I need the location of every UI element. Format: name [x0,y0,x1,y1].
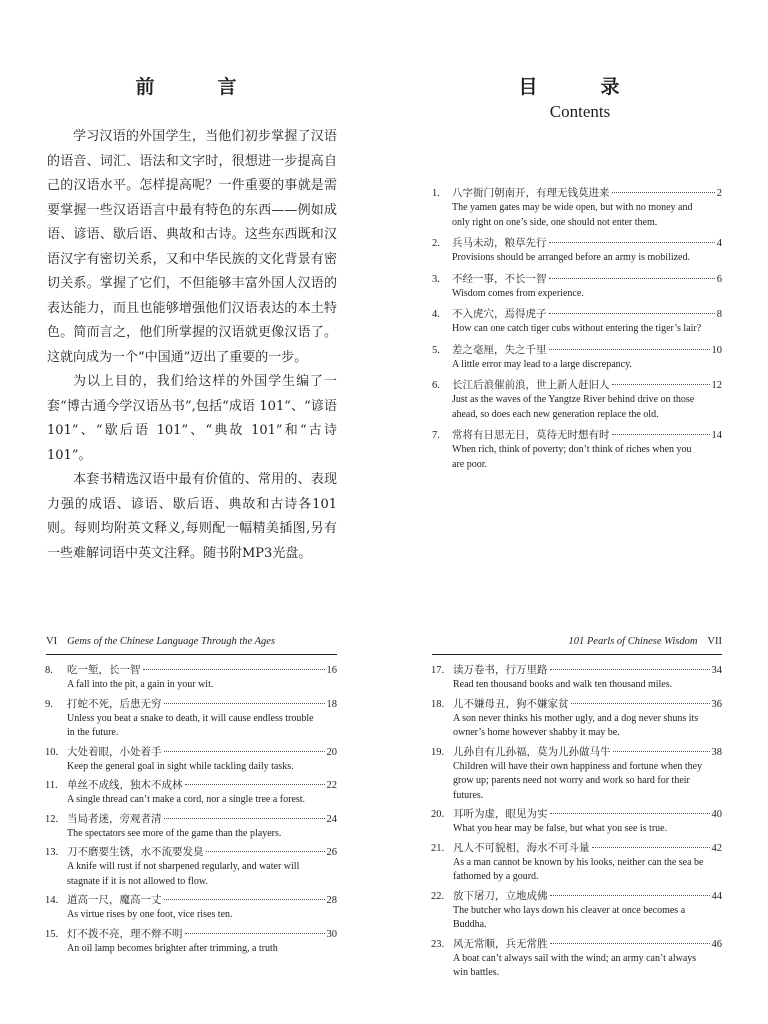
toc-entry [46,893,337,923]
entry-line [452,378,722,393]
entry-number: 22. [431,890,445,902]
entry-page-number: 36 [711,698,722,710]
entry-number: 1. [432,188,440,199]
entry-line [453,937,722,952]
toc-entry [432,186,722,230]
entry-page-number: 2 [716,188,722,199]
entry-line [453,745,722,760]
entry-page-number: 14 [711,430,722,441]
toc-entry [432,307,722,337]
entry-number: 11. [45,780,58,791]
preface-paragraph: 学习汉语的外国学生，当他们初步掌握了汉语的语音、词汇、语法和文字时，很想进一步提高自己的汉语水平。怎样提高呢？一件重要的事就是需要掌握一些汉语语言中最有特色的东西——例如成语、谚语、歇后语、典故和古诗。这些东西既和汉语汉字有密切关系，又和中华民族的文化背景有密切关系。掌握了它们，不但能够丰富外国人汉语的表达能力，而且也能够增强他们汉语表达的本土特色。简而言之，他们所掌握的汉语就更像汉语了。这就向成为一个“中国通”迈出了重要的一步。 [47,129,337,365]
entry-line [67,927,337,942]
dot-leader [571,703,710,704]
entry-line [67,812,337,827]
entry-page-number: 16 [326,665,337,676]
entry-line [452,272,722,287]
entry-line [453,663,722,678]
entry-chinese: 长江后浪催前浪，世上新人赶旧人 [452,379,610,391]
entry-english: The butcher who lays down his cleaver at once becomes a Buddha. [453,904,686,930]
entry-number: 7. [432,430,440,441]
entry-page-number: 28 [326,895,337,906]
entry-page-number: 40 [711,809,722,820]
entry-english: How can one catch tiger cubs without entering the tiger’s lair? [452,323,702,334]
dot-leader [164,818,325,819]
entry-chinese: 大处着眼，小处着手 [67,745,162,758]
entry-number: 2. [432,238,440,249]
entry-english: A little error may lead to a large discrepancy. [452,358,632,370]
entry-number: 9. [45,698,53,710]
toc-entry [46,927,337,957]
entry-line [452,343,722,358]
entry-english: What you hear may be false, but what you see is true. [453,823,668,834]
dot-leader [549,349,710,350]
entry-page-number: 24 [326,813,337,825]
entry-line [452,236,722,251]
entry-line [67,745,337,760]
preface-paragraph: 为以上目的，我们给这样的外国学生编了一套“博古通今学汉语丛书”,包括“成语 101”、“谚语 101”、“歇后语 101”、“典故 101”和“古诗 101”。 [47,374,337,463]
preface-body [47,125,337,566]
entry-chinese: 耳听为虚，眼见为实 [453,808,548,820]
entry-english: As a man cannot be known by his looks, neither can the sea be fathomed by a gourd. [453,856,704,882]
entry-number: 18. [431,698,445,710]
entry-english: Just as the waves of the Yangtze River behind drive on those ahead, so does each new generation replace the old. [452,394,695,420]
entry-chinese: 常将有日思无日，莫待无时想有时 [452,429,610,441]
entry-chinese: 不入虎穴，焉得虎子 [452,308,547,320]
entry-chinese: 放下屠刀，立地成佛 [453,889,548,902]
entry-chinese: 吃一堑，长一智 [67,664,141,676]
entry-english: The yamen gates may be wide open, but with no money and only right on one’s side, one should not enter them. [452,202,693,228]
entry-page-number: 18 [326,698,337,710]
entry-english: A son never thinks his mother ugly, and a dog never shuns its owner’s home however shabby it may be. [453,712,699,738]
page-number: VI [46,636,58,647]
entry-number: 15. [45,928,59,940]
entry-line [452,186,722,201]
dot-leader [164,899,325,900]
dot-leader [612,434,710,435]
entry-english: As virtue rises by one foot, vice rises ten. [67,909,233,920]
entry-chinese: 儿孙自有儿孙福，莫为儿孙做马牛 [453,745,611,758]
entry-chinese: 凡人不可貌相，海水不可斗量 [453,841,590,854]
entry-number: 17. [431,665,445,676]
entry-number: 13. [45,847,59,858]
entry-english: Read ten thousand books and walk ten thousand miles. [453,679,673,690]
entry-line [452,307,722,322]
entry-english: Wisdom comes from experience. [452,287,584,299]
entry-english: An oil lamp becomes brighter after trimming, a truth [67,942,278,954]
entry-number: 20. [431,809,445,820]
entry-page-number: 34 [711,665,722,676]
entry-page-number: 44 [711,890,722,902]
entry-number: 21. [431,842,445,854]
dot-leader [206,851,325,852]
toc-entry [432,378,722,422]
entry-line [67,893,337,908]
entry-chinese: 刀不磨要生锈，水不流要发臭 [67,846,204,858]
dot-leader [592,847,710,848]
entry-english: When rich, think of poverty; don’t think of riches when you are poor. [452,444,692,470]
entry-chinese: 兵马未动，粮草先行 [452,237,547,249]
entry-page-number: 4 [716,238,722,249]
entry-english: A single thread can’t make a cord, nor a single tree a forest. [67,794,306,805]
entry-line [67,663,337,678]
toc-entry [432,807,722,837]
entry-line [67,845,337,860]
entry-number: 23. [431,938,445,950]
entry-line [453,807,722,822]
toc-entry [432,697,722,741]
toc-entry [46,812,337,842]
entry-english: A fall into the pit, a gain in your wit. [67,679,214,690]
entry-chinese: 八字衙门朝南开，有理无钱莫进来 [452,187,610,199]
entry-line [453,841,722,856]
toc-subtitle: Contents [549,102,611,121]
entry-english: Children will have their own happiness and fortune when they grow up; parents need not worry and work so hard for their futures. [453,760,703,801]
entry-number: 10. [45,746,59,758]
entry-page-number: 8 [716,309,722,320]
toc-entry [432,428,722,472]
toc-list [432,663,722,985]
page-number: VII [707,636,722,647]
toc-entry [46,778,337,808]
entry-english: A boat can’t always sail with the wind; an army can’t always win battles. [453,952,697,978]
toc-entry [432,937,722,981]
entry-page-number: 30 [326,928,337,940]
entry-number: 14. [45,895,59,906]
entry-page-number: 26 [326,847,337,858]
entry-line [453,697,722,712]
entry-page-number: 6 [716,273,722,285]
dot-leader [143,669,325,670]
entry-chinese: 差之毫厘，失之千里 [452,343,547,356]
entry-page-number: 10 [711,344,722,356]
entry-english: Keep the general goal in sight while tackling daily tasks. [67,760,294,772]
toc-title: 目 录 [518,76,642,98]
toc-list [46,663,337,960]
entry-page-number: 38 [711,746,722,758]
toc-entry [46,663,337,693]
toc-entry [432,745,722,804]
entry-page-number: 12 [711,380,722,391]
running-header-right [432,636,722,655]
entry-chinese: 单丝不成线，独木不成林 [67,779,183,791]
entry-line [67,697,337,712]
entry-number: 3. [432,273,440,285]
book-title: 101 Pearls of Chinese Wisdom [568,636,698,647]
toc-entry [432,889,722,933]
preface-title: 前 言 [135,76,259,98]
entry-english: Provisions should be arranged before an army is mobilized. [452,252,690,263]
preface-paragraph: 本套书精选汉语中最有价值的、常用的、表现力强的成语、谚语、歇后语、典故和古诗各101则。每则均附英文释义,每则配一幅精美插图,另有一些难解词语中英文注释。随书附MP3光盘。 [47,472,337,561]
toc-entry [46,845,337,889]
entry-english: The spectators see more of the game than the players. [67,827,282,839]
dot-leader [613,751,710,752]
toc-entry [432,663,722,693]
dot-leader [185,933,325,934]
entry-chinese: 风无常顺，兵无常胜 [453,937,548,950]
dot-leader [549,242,715,243]
toc-entry [432,272,722,302]
dot-leader [612,192,715,193]
entry-chinese: 不经一事，不长一智 [452,272,547,285]
entry-chinese: 当局者迷，旁观者清 [67,812,162,825]
toc-entry [46,697,337,741]
dot-leader [550,943,710,944]
toc-list [432,186,722,478]
entry-english: A knife will rust if not sharpened regularly, and water will stagnate if it is not allowed to flow. [67,861,300,887]
dot-leader [550,813,710,814]
entry-chinese: 打蛇不死，后患无穷 [67,697,162,710]
dot-leader [549,278,715,279]
entry-number: 4. [432,309,440,320]
toc-entry [432,236,722,266]
toc-entry [432,343,722,373]
dot-leader [612,384,710,385]
entry-chinese: 灯不拨不亮，理不辩不明 [67,927,183,940]
entry-page-number: 42 [711,842,722,854]
entry-chinese: 道高一尺，魔高一丈 [67,894,162,906]
entry-chinese: 儿不嫌母丑，狗不嫌家贫 [453,697,569,710]
entry-number: 5. [432,344,440,356]
entry-english: Unless you beat a snake to death, it will cause endless trouble in the future. [67,712,314,738]
dot-leader [164,751,325,752]
entry-page-number: 46 [711,938,722,950]
entry-page-number: 20 [326,746,337,758]
toc-entry [432,841,722,885]
entry-line [452,428,722,443]
dot-leader [164,703,325,704]
dot-leader [185,784,325,785]
dot-leader [549,313,715,314]
dot-leader [550,895,710,896]
entry-number: 8. [45,665,53,676]
entry-chinese: 读万卷书，行万里路 [453,664,548,676]
entry-line [67,778,337,793]
toc-entry [46,745,337,775]
entry-page-number: 22 [326,780,337,791]
entry-line [453,889,722,904]
entry-number: 6. [432,380,440,391]
entry-number: 19. [431,746,445,758]
entry-number: 12. [45,813,59,825]
running-header-left [46,636,337,655]
dot-leader [550,669,710,670]
book-title: Gems of the Chinese Language Through the Ages [67,636,276,647]
